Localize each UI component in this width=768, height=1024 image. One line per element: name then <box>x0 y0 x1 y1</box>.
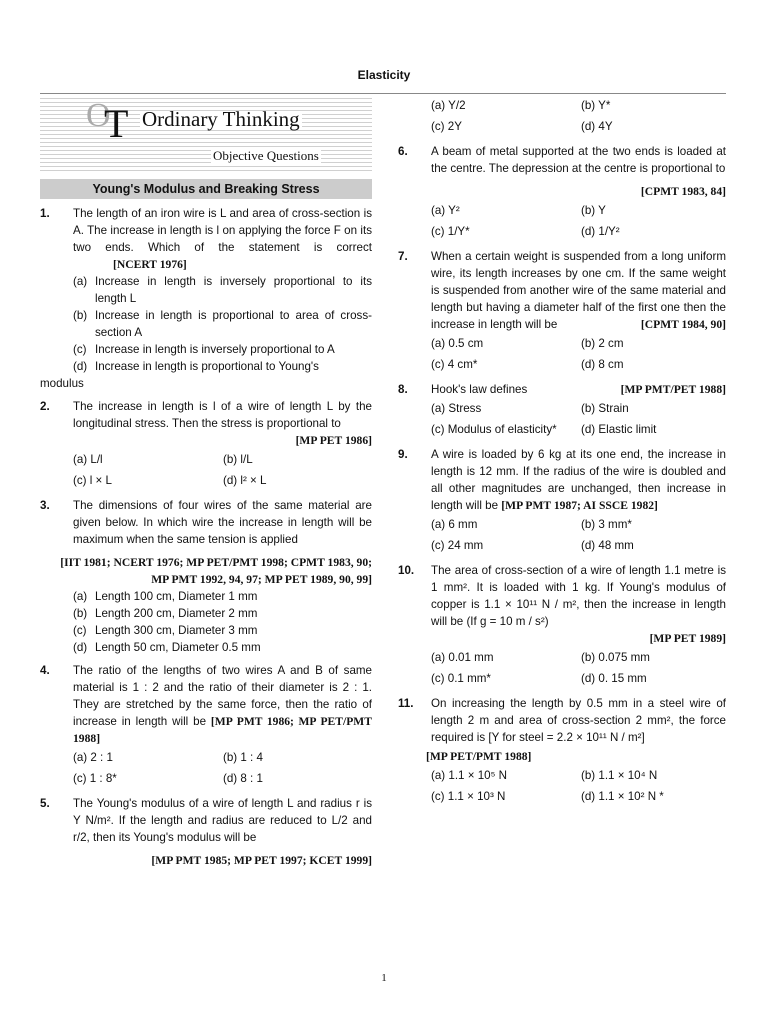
question-11 <box>398 695 726 746</box>
banner-title: Ordinary Thinking <box>142 107 300 131</box>
question-source: [MP PMT/PET 1988] <box>620 383 726 396</box>
option-b: (b) 2 cm <box>581 337 624 350</box>
option-a: (a) Stress <box>431 402 482 415</box>
option-label: (a) <box>73 590 88 603</box>
question-text: The increase in length is l of a wire of length L by the longitudinal stress. Then the stress is proportional to <box>73 400 372 430</box>
question-text: Hook's law defines <box>431 383 528 396</box>
question-text: The dimensions of four wires of the same material are given below. In which wire the increase in length will be maximum when the same tension is applied <box>73 499 372 546</box>
option-c: (c) l × L <box>73 474 112 487</box>
header-rule <box>40 93 726 94</box>
question-text: The ratio of the lengths of two wires A and B of same material is 1 : 2 and the ratio of their diameter is 2 : 1. They are stretched by the same force, then the ratio of increase in length will be <box>73 664 372 728</box>
option-d: (d) 0. 15 mm <box>581 672 647 685</box>
question-number: 8. <box>398 383 408 396</box>
option-label: (d) <box>73 641 88 654</box>
option-a: (a) 0.01 mm <box>431 651 494 664</box>
question-3 <box>40 497 372 548</box>
option-d: (d) l² × L <box>223 474 267 487</box>
option-label: (c) <box>73 624 87 637</box>
option-list <box>40 588 372 656</box>
option-text: Length 300 cm, Diameter 3 mm <box>95 624 258 637</box>
question-number: 1. <box>40 207 50 220</box>
question-8 <box>398 381 726 398</box>
question-text: When a certain weight is suspended from a long uniform wire, its length increases by one cm. If the same weight is suspended from another wire of the same material and length but having a diameter half of the first one then the increase in length will be <box>431 250 726 331</box>
option-c: (c) 24 mm <box>431 539 484 552</box>
option-text: Length 100 cm, Diameter 1 mm <box>95 590 258 603</box>
option-c: (c) 2Y <box>431 120 462 133</box>
option-c: (c) 1.1 × 10³ N <box>431 790 506 803</box>
option-text: Increase in length is inversely proportional to its length L <box>95 275 372 305</box>
option-b <box>73 307 372 341</box>
option-c: (c) 1/Y* <box>431 225 470 238</box>
option-d: (d) 4Y <box>581 120 613 133</box>
option-c: (c) Modulus of elasticity* <box>431 423 557 436</box>
question-number: 3. <box>40 499 50 512</box>
option-a: (a) Y/2 <box>431 99 466 112</box>
question-2 <box>40 398 372 449</box>
option-grid <box>398 514 726 556</box>
question-number: 11. <box>398 697 414 710</box>
option-c: (c) 1 : 8* <box>73 772 117 785</box>
question-source: [MP PET/PMT 1988] <box>426 750 532 763</box>
option-d: (d) 1.1 × 10² N * <box>581 790 664 803</box>
option-grid <box>398 333 726 375</box>
option-label: (c) <box>73 343 87 356</box>
option-d: (d) 48 mm <box>581 539 634 552</box>
question-number: 2. <box>40 400 50 413</box>
option-grid <box>398 95 726 137</box>
option-text: Increase in length is proportional to Young's <box>95 360 319 373</box>
option-text: Increase in length is proportional to area of cross-section A <box>95 309 372 339</box>
question-number: 6. <box>398 145 408 158</box>
question-number: 9. <box>398 448 408 461</box>
option-b: (b) Strain <box>581 402 629 415</box>
option-grid <box>398 765 726 807</box>
question-tail: modulus <box>40 377 84 390</box>
option-b: (b) l/L <box>223 453 253 466</box>
question-1 <box>40 205 372 273</box>
option-b: (b) Y <box>581 204 606 217</box>
option-b <box>73 605 372 622</box>
option-b: (b) 3 mm* <box>581 518 632 531</box>
option-grid <box>398 200 726 242</box>
option-a: (a) L/l <box>73 453 103 466</box>
option-d <box>73 358 372 375</box>
option-b: (b) 0.075 mm <box>581 651 650 664</box>
option-text: Length 200 cm, Diameter 2 mm <box>95 607 258 620</box>
question-text: A beam of metal supported at the two ends is loaded at the centre. The depression at the centre is proportional to <box>431 145 726 175</box>
option-text: Length 50 cm, Diameter 0.5 mm <box>95 641 261 654</box>
option-grid <box>40 449 372 491</box>
question-source: [MP PMT 1985; MP PET 1997; KCET 1999] <box>151 854 372 867</box>
option-a <box>73 588 372 605</box>
option-grid <box>398 398 726 440</box>
question-source: [CPMT 1984, 90] <box>640 318 726 331</box>
question-text: On increasing the length by 0.5 mm in a steel wire of length 2 m and area of cross-section 2 mm², the force required is [Y for steel = 2.2 × 10¹¹ N / m²] <box>431 697 726 744</box>
option-a: (a) Y² <box>431 204 460 217</box>
option-d: (d) Elastic limit <box>581 423 657 436</box>
option-b: (b) Y* <box>581 99 611 112</box>
option-a <box>73 273 372 307</box>
option-d <box>73 639 372 656</box>
section-heading: Young's Modulus and Breaking Stress <box>40 179 372 199</box>
question-7 <box>398 248 726 333</box>
option-c: (c) 4 cm* <box>431 358 478 371</box>
question-number: 5. <box>40 797 50 810</box>
question-text: The area of cross-section of a wire of length 1.1 metre is 1 mm². It is loaded with 1 kg. If Young's modulus of copper is 1.1 × 10¹¹ N / m², then the increase in length will be (If g = 10 m / s²) <box>431 564 726 628</box>
question-text: The Young's modulus of a wire of length L and radius r is Y N/m². If the length and radius are reduced to L/2 and r/2, then its Young's modulus will be <box>73 797 372 844</box>
option-d: (d) 8 cm <box>581 358 624 371</box>
question-source: [IIT 1981; NCERT 1976; MP PET/PMT 1998; CPMT 1983, 90; MP PMT 1992, 94, 97; MP PET 1989, 90, 99] <box>60 556 372 586</box>
option-label: (d) <box>73 360 88 373</box>
ot-logo-t: T <box>104 101 129 146</box>
option-text: Increase in length is inversely proportional to A <box>95 343 335 356</box>
question-source: [MP PMT 1987; AI SSCE 1982] <box>501 499 658 512</box>
option-grid <box>40 747 372 789</box>
page-number: 1 <box>381 972 387 984</box>
question-4 <box>40 662 372 747</box>
option-c <box>73 622 372 639</box>
option-a: (a) 6 mm <box>431 518 478 531</box>
question-source: [MP PET 1986] <box>295 434 372 447</box>
ot-logo-o: O <box>86 97 111 134</box>
question-5 <box>40 795 372 846</box>
question-source: [MP PET 1989] <box>649 632 726 645</box>
option-a: (a) 0.5 cm <box>431 337 484 350</box>
left-column <box>40 95 372 869</box>
question-source: [CPMT 1983, 84] <box>640 185 726 198</box>
option-c: (c) 0.1 mm* <box>431 672 491 685</box>
question-source: [MP PMT 1986; MP PET/PMT 1988] <box>73 715 372 745</box>
question-9 <box>398 446 726 514</box>
option-d: (d) 1/Y² <box>581 225 620 238</box>
option-b: (b) 1 : 4 <box>223 751 263 764</box>
option-label: (b) <box>73 607 88 620</box>
banner-subtitle: Objective Questions <box>213 148 319 163</box>
option-c <box>73 341 372 358</box>
question-6 <box>398 143 726 200</box>
option-list <box>40 273 372 375</box>
running-head: Elasticity <box>357 68 411 82</box>
question-source: [NCERT 1976] <box>113 258 187 271</box>
right-column <box>398 95 726 807</box>
question-number: 7. <box>398 250 408 263</box>
option-grid <box>398 647 726 689</box>
question-text: The length of an iron wire is L and area of cross-section is A. The increase in length is l on applying the force F on its two ends. Which of the statement is correct <box>73 207 372 254</box>
question-number: 4. <box>40 664 50 677</box>
option-a: (a) 2 : 1 <box>73 751 113 764</box>
question-text: A wire is loaded by 6 kg at its one end, the increase in length is 12 mm. If the radius of the wire is doubled and all other magnitudes are unchanged, then increase in length will be <box>431 448 726 512</box>
option-d: (d) 8 : 1 <box>223 772 263 785</box>
option-b: (b) 1.1 × 10⁴ N <box>581 769 658 782</box>
option-label: (a) <box>73 275 88 288</box>
option-label: (b) <box>73 309 88 322</box>
question-number: 10. <box>398 564 415 577</box>
option-a: (a) 1.1 × 10⁵ N <box>431 769 508 782</box>
section-banner <box>40 95 372 173</box>
question-10 <box>398 562 726 647</box>
